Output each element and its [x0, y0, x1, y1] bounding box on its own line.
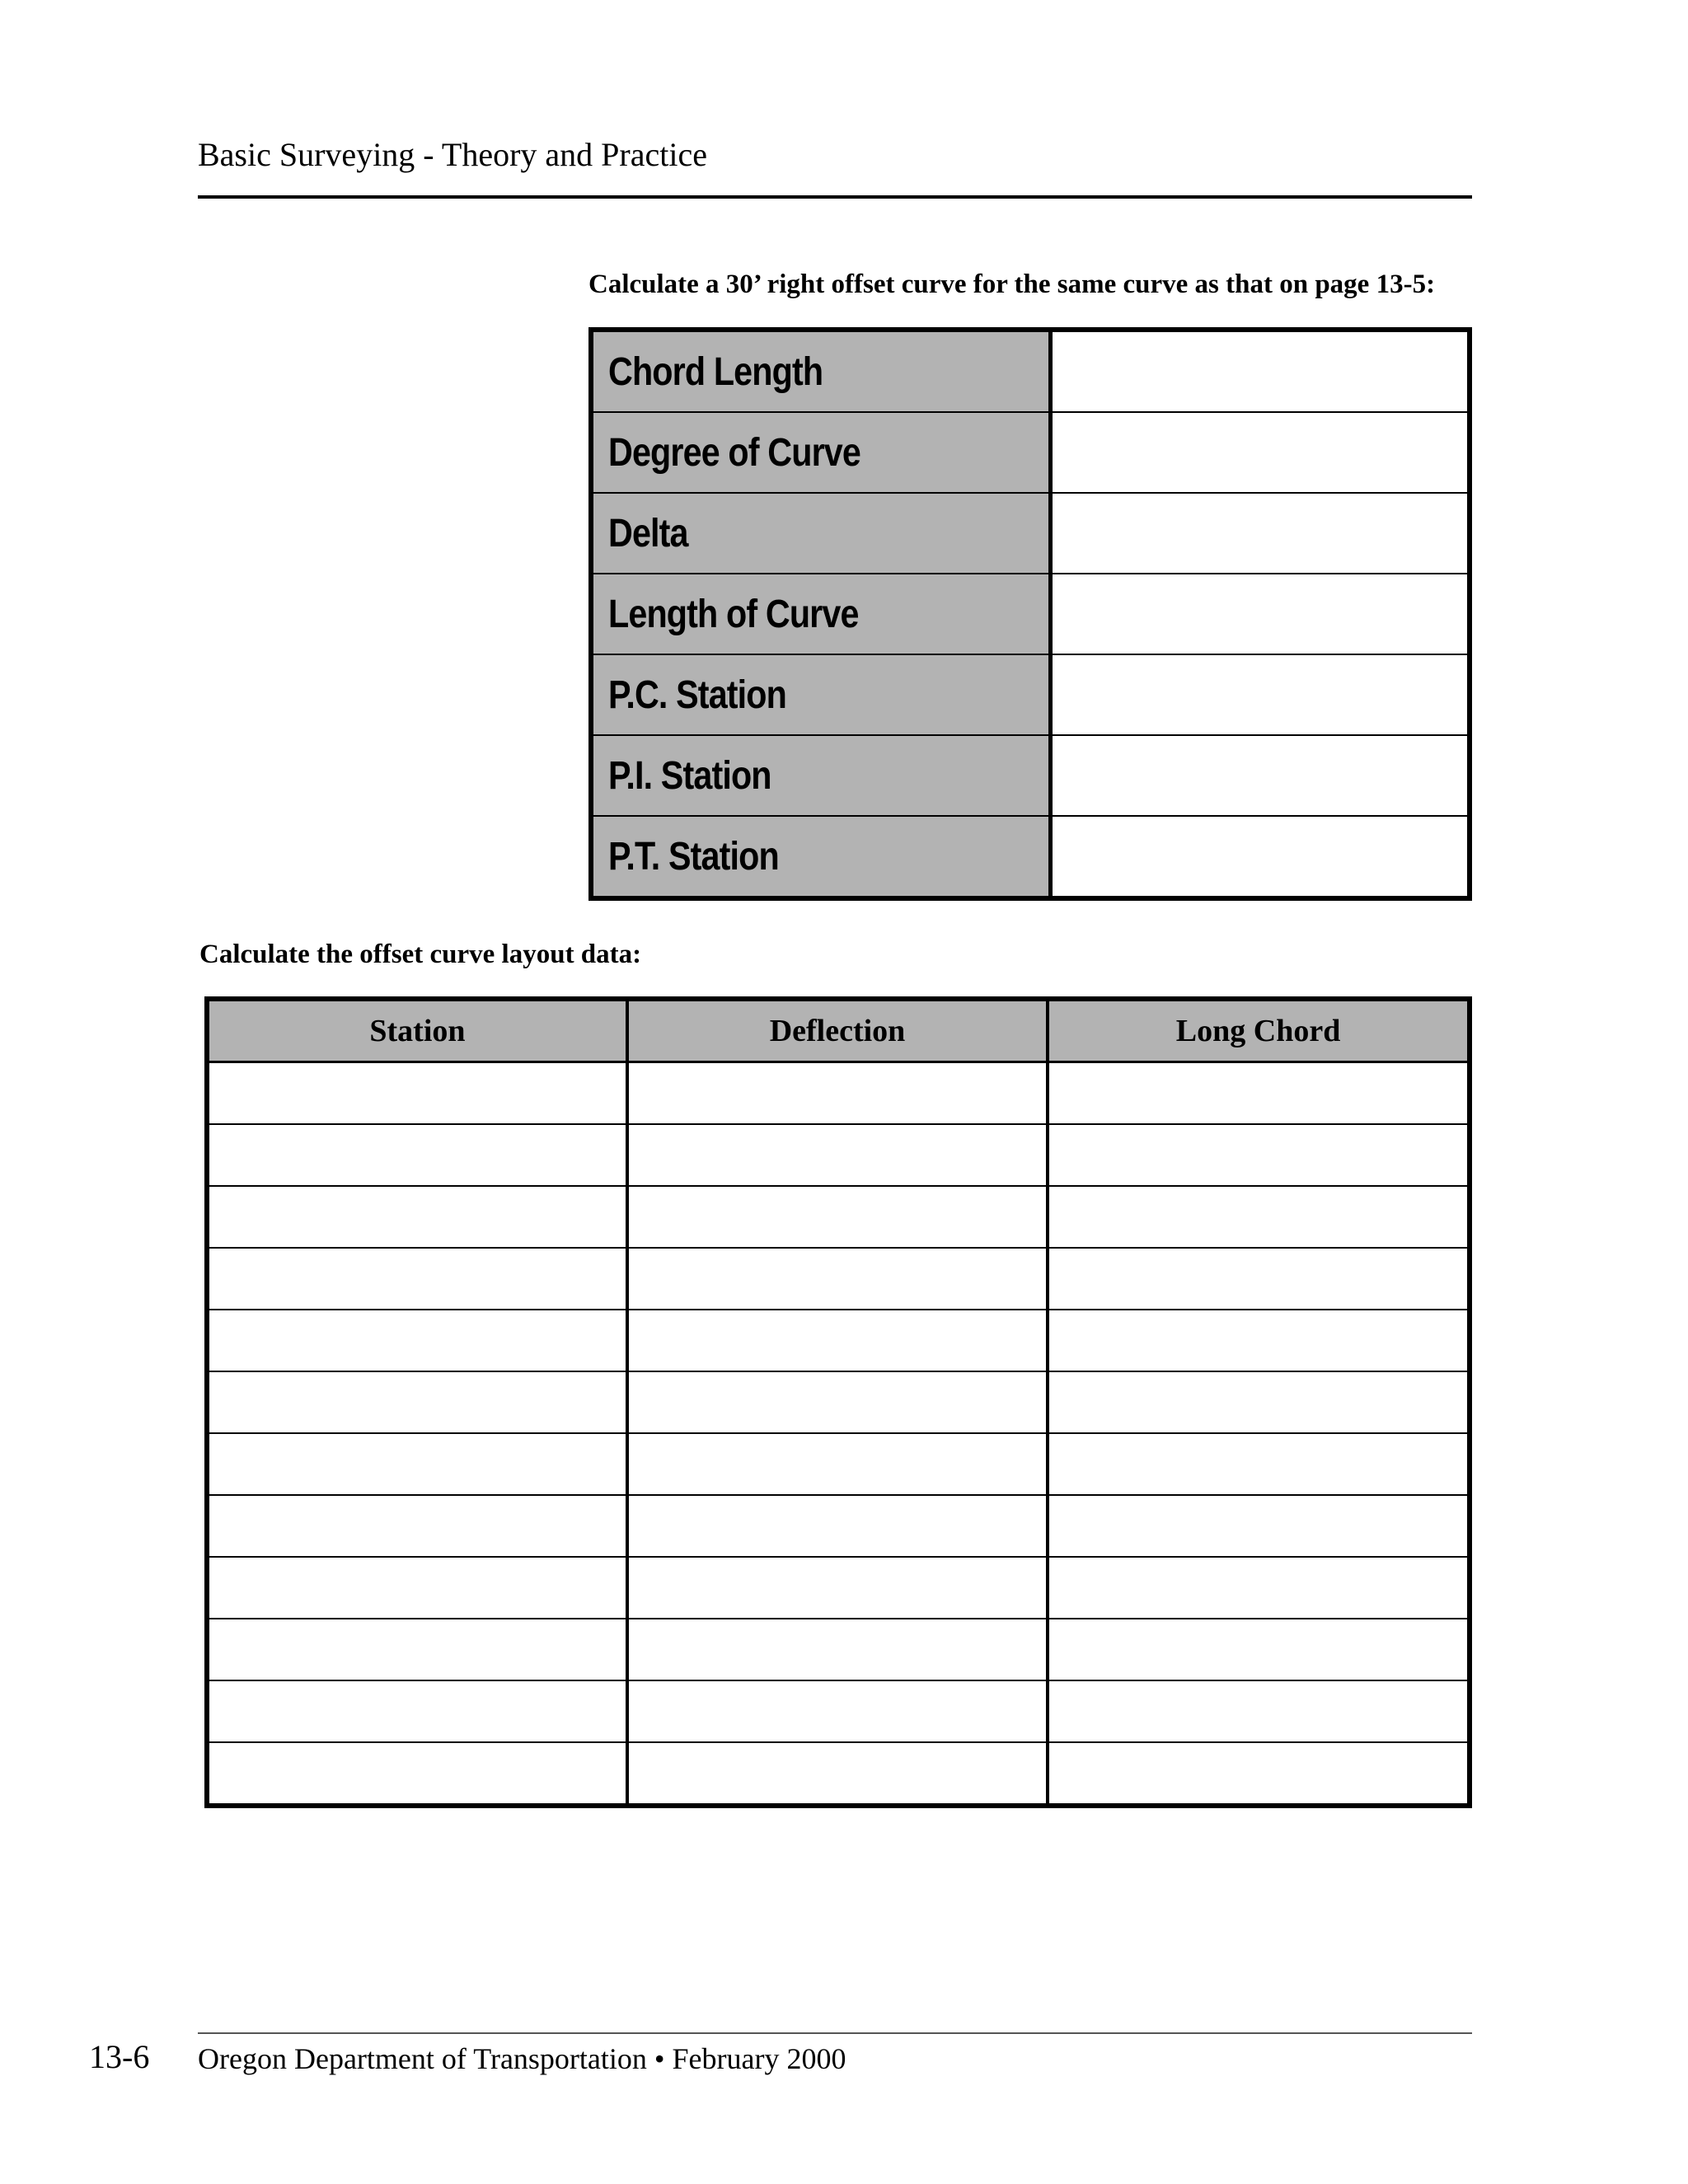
running-head-title: Basic Surveying - Theory and Practice: [198, 136, 707, 173]
table-row: [207, 1124, 1470, 1186]
deflection-cell[interactable]: [627, 1124, 1048, 1186]
curve-row: [591, 412, 1470, 493]
curve-row-label-text: Delta: [608, 511, 688, 555]
long-chord-cell[interactable]: [1048, 1433, 1470, 1495]
curve-row-label: [591, 735, 1051, 816]
long-chord-cell[interactable]: [1048, 1495, 1470, 1557]
curve-row-value[interactable]: [1051, 816, 1470, 898]
layout-instruction: Calculate the offset curve layout data:: [199, 940, 642, 969]
long-chord-cell[interactable]: [1048, 1619, 1470, 1680]
curve-row: [591, 493, 1470, 574]
deflection-cell[interactable]: [627, 1619, 1048, 1680]
table-row: [207, 1248, 1470, 1310]
table-row: [207, 1619, 1470, 1680]
long-chord-cell[interactable]: [1048, 1310, 1470, 1371]
table-row: [207, 1433, 1470, 1495]
curve-row-label-text: P.I. Station: [608, 753, 771, 798]
long-chord-cell[interactable]: [1048, 1186, 1470, 1248]
curve-row: [591, 330, 1470, 412]
deflection-cell[interactable]: [627, 1557, 1048, 1619]
deflection-cell[interactable]: [627, 1495, 1048, 1557]
curve-row: [591, 574, 1470, 654]
table-row: [207, 1495, 1470, 1557]
station-cell[interactable]: [207, 1680, 627, 1742]
curve-row-label: [591, 493, 1051, 574]
station-cell[interactable]: [207, 1186, 627, 1248]
long-chord-cell[interactable]: [1048, 1680, 1470, 1742]
curve-row-value[interactable]: [1051, 735, 1470, 816]
column-header-long-chord: Long Chord: [1048, 999, 1470, 1062]
layout-data-table: [204, 996, 1472, 1808]
curve-row-value[interactable]: [1051, 412, 1470, 493]
curve-row-label: [591, 816, 1051, 898]
table-row: [207, 1310, 1470, 1371]
table-row: [207, 1186, 1470, 1248]
station-cell[interactable]: [207, 1495, 627, 1557]
long-chord-cell[interactable]: [1048, 1371, 1470, 1433]
table-row: [207, 1680, 1470, 1742]
deflection-cell[interactable]: [627, 1433, 1048, 1495]
long-chord-cell[interactable]: [1048, 1557, 1470, 1619]
curve-instruction: Calculate a 30’ right offset curve for the same curve as that on page 13-5:: [588, 269, 1436, 299]
long-chord-cell[interactable]: [1048, 1062, 1470, 1125]
curve-row-label-text: P.C. Station: [608, 673, 786, 717]
station-cell[interactable]: [207, 1619, 627, 1680]
curve-row-label-text: Length of Curve: [608, 592, 859, 636]
column-header-station: Station: [207, 999, 627, 1062]
curve-row-value[interactable]: [1051, 493, 1470, 574]
curve-row-value[interactable]: [1051, 574, 1470, 654]
deflection-cell[interactable]: [627, 1371, 1048, 1433]
footer-text: Oregon Department of Transportation • February 2000: [198, 2042, 846, 2075]
long-chord-cell[interactable]: [1048, 1248, 1470, 1310]
station-cell[interactable]: [207, 1742, 627, 1806]
station-cell[interactable]: [207, 1062, 627, 1125]
deflection-cell[interactable]: [627, 1186, 1048, 1248]
station-cell[interactable]: [207, 1248, 627, 1310]
curve-data-table: [588, 327, 1472, 901]
station-cell[interactable]: [207, 1310, 627, 1371]
curve-row-value[interactable]: [1051, 654, 1470, 735]
station-cell[interactable]: [207, 1371, 627, 1433]
deflection-cell[interactable]: [627, 1062, 1048, 1125]
curve-row-label-text: P.T. Station: [608, 834, 779, 879]
table-row: [207, 1371, 1470, 1433]
station-cell[interactable]: [207, 1557, 627, 1619]
footer-rule: [198, 2032, 1472, 2034]
curve-row-label: [591, 574, 1051, 654]
curve-row: [591, 654, 1470, 735]
station-cell[interactable]: [207, 1433, 627, 1495]
deflection-cell[interactable]: [627, 1742, 1048, 1806]
curve-row-label: [591, 412, 1051, 493]
deflection-cell[interactable]: [627, 1248, 1048, 1310]
layout-header-row: [207, 999, 1470, 1062]
long-chord-cell[interactable]: [1048, 1124, 1470, 1186]
table-row: [207, 1742, 1470, 1806]
column-header-deflection: Deflection: [627, 999, 1048, 1062]
curve-row-label: [591, 330, 1051, 412]
deflection-cell[interactable]: [627, 1680, 1048, 1742]
curve-row-value[interactable]: [1051, 330, 1470, 412]
table-row: [207, 1557, 1470, 1619]
deflection-cell[interactable]: [627, 1310, 1048, 1371]
station-cell[interactable]: [207, 1124, 627, 1186]
curve-row: [591, 735, 1470, 816]
curve-row-label-text: Chord Length: [608, 349, 823, 394]
long-chord-cell[interactable]: [1048, 1742, 1470, 1806]
curve-row: [591, 816, 1470, 898]
curve-row-label-text: Degree of Curve: [608, 430, 860, 475]
curve-row-label: [591, 654, 1051, 735]
table-row: [207, 1062, 1470, 1125]
header-rule: [198, 195, 1472, 199]
page-number: 13-6: [89, 2038, 150, 2075]
